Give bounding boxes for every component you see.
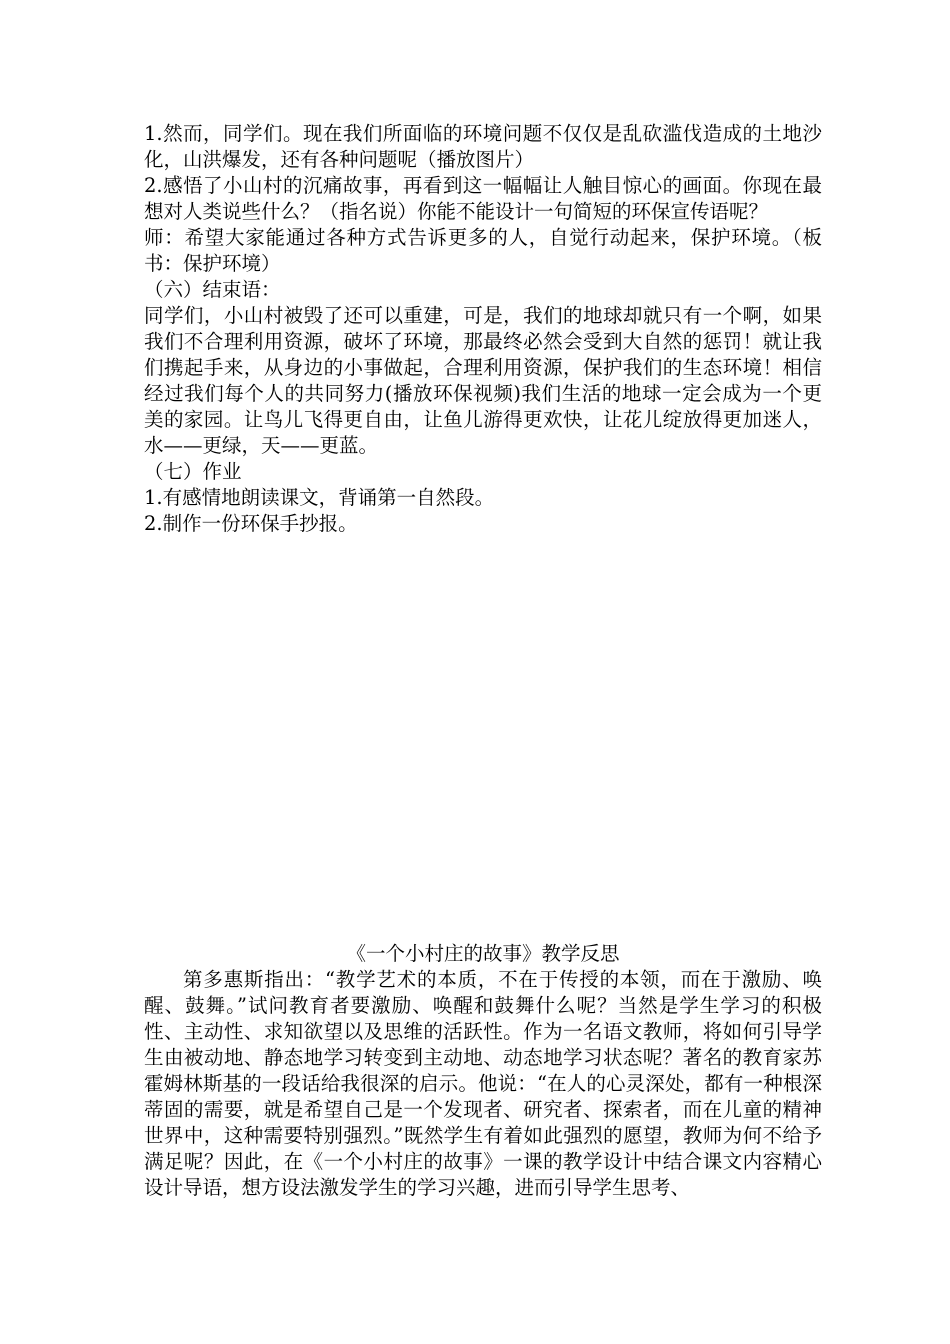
reflection-title: 《一个小村庄的故事》教学反思 (346, 942, 620, 965)
heading-conclusion: （六）结束语： (144, 278, 281, 301)
lesson-plan-section (144, 121, 822, 537)
paragraph-environment-slogan: 2.感悟了小山村的沉痛故事，再看到这一幅幅让人触目惊心的画面。你现在最想对人类说些什么？（指名说）你能不能设计一句简短的环保宣传语呢？ (144, 174, 822, 223)
homework-item-2: 2.制作一份环保手抄报。 (144, 512, 358, 535)
reflection-body: 第多惠斯指出：“教学艺术的本质，不在于传授的本领，而在于激励、唤醒、鼓舞。”试问教育者要激励、唤醒和鼓舞什么呢？当然是学生学习的积极性、主动性、求知欲望以及思维的活跃性。作为一名语文教师，将如何引导学生由被动地、静态地学习转变到主动地、动态地学习状态呢？著名的教育家苏霍姆林斯基的一段话给我很深的启示。他说：“在人的心灵深处，都有一种根深蒂固的需要，就是希望自己是一个发现者、研究者、探索者，而在儿童的精神世界中，这种需要特别强烈。”既然学生有着如此强烈的愿望，教师为何不给予满足呢？因此，在《一个小村庄的故事》一课的教学设计中结合课文内容精心设计导语，想方设法激发学生的学习兴趣，进而引导学生思考、 (144, 968, 822, 1199)
paragraph-conclusion: 同学们，小山村被毁了还可以重建，可是，我们的地球却就只有一个啊，如果我们不合理利用资源，破坏了环境，那最终必然会受到大自然的惩罚！就让我们携起手来，从身边的小事做起，合理利用资源，保护我们的生态环境！相信经过我们每个人的共同努力(播放环保视频)我们生活的地球一定会成为一个更美的家园。让鸟儿飞得更自由，让鱼儿游得更欢快，让花儿绽放得更加迷人，水——更绿，天——更蓝。 (144, 304, 822, 457)
paragraph-environment-problems: 1.然而，同学们。现在我们所面临的环境问题不仅仅是乱砍滥伐造成的土地沙化，山洪爆发，还有各种问题呢（播放图片） (144, 122, 822, 171)
reflection-section (144, 941, 822, 1201)
paragraph-teacher-remark: 师：希望大家能通过各种方式告诉更多的人，自觉行动起来，保护环境。（板书：保护环境） (144, 226, 822, 275)
heading-homework: （七）作业 (144, 460, 242, 483)
homework-item-1: 1.有感情地朗读课文，背诵第一自然段。 (144, 486, 495, 509)
